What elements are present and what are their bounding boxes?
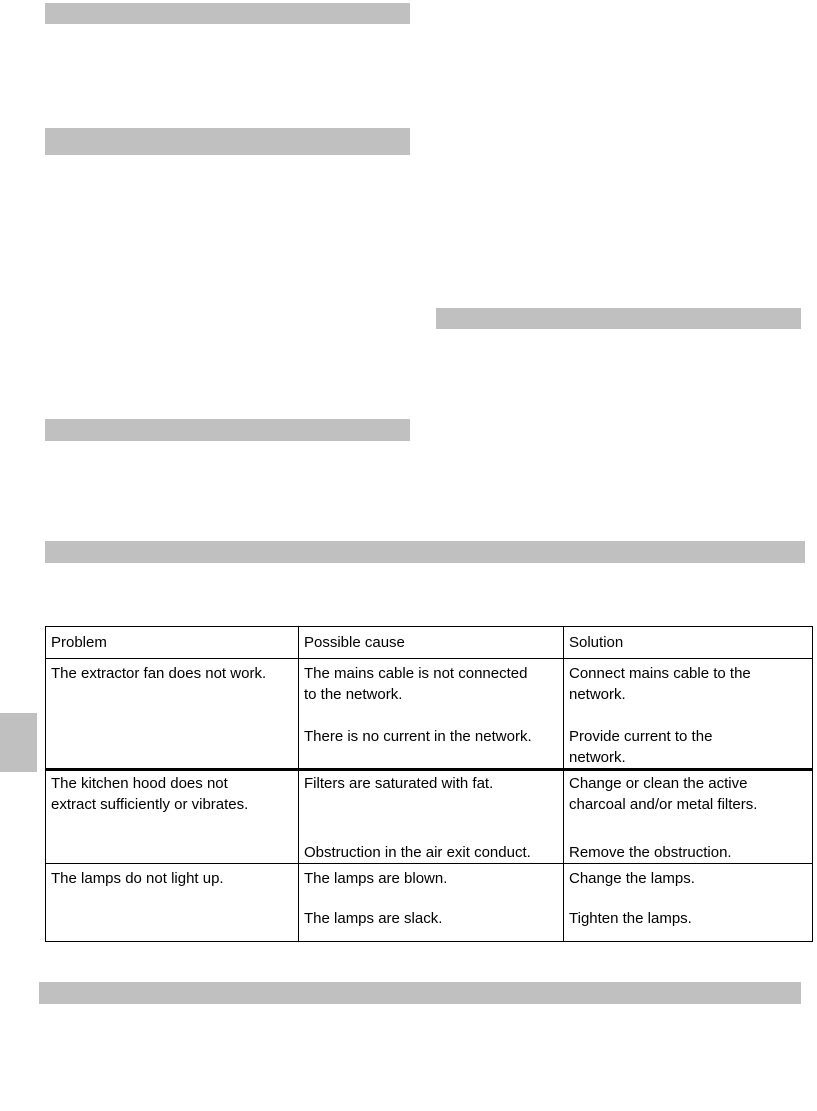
section-bar-5 bbox=[45, 541, 805, 563]
problem-text: extract sufficiently or vibrates. bbox=[51, 796, 249, 813]
section-bar-6 bbox=[39, 982, 801, 1004]
section-bar-3 bbox=[436, 308, 801, 329]
problem-cell bbox=[46, 659, 299, 770]
cause-cell bbox=[299, 770, 564, 864]
troubleshooting-table bbox=[45, 626, 813, 942]
problem-text: The lamps do not light up. bbox=[51, 870, 224, 887]
solution-text: Connect mains cable to the bbox=[569, 665, 751, 682]
cause-text: to the network. bbox=[304, 686, 403, 703]
solution-text: network. bbox=[569, 749, 626, 766]
table-row bbox=[46, 659, 813, 770]
cause-text: The lamps are blown. bbox=[304, 870, 448, 887]
problem-cell bbox=[46, 770, 299, 864]
cause-text: Obstruction in the air exit conduct. bbox=[304, 844, 531, 861]
cause-text: Filters are saturated with fat. bbox=[304, 775, 494, 792]
cause-cell bbox=[299, 864, 564, 942]
solution-text: Provide current to the bbox=[569, 728, 713, 745]
section-bar-1 bbox=[45, 3, 410, 24]
cause-text: The lamps are slack. bbox=[304, 910, 443, 927]
section-bar-2 bbox=[45, 128, 410, 155]
cause-text: There is no current in the network. bbox=[304, 728, 532, 745]
table-row bbox=[46, 864, 813, 942]
problem-text: The extractor fan does not work. bbox=[51, 665, 267, 682]
header-possible-cause: Possible cause bbox=[299, 627, 564, 659]
solution-text: Change or clean the active bbox=[569, 775, 748, 792]
solution-text: network. bbox=[569, 686, 626, 703]
cause-cell bbox=[299, 659, 564, 770]
section-bar-4 bbox=[45, 419, 410, 441]
problem-text: The kitchen hood does not bbox=[51, 775, 228, 792]
solution-text: Remove the obstruction. bbox=[569, 844, 732, 861]
table-row bbox=[46, 770, 813, 864]
solution-cell bbox=[564, 864, 813, 942]
page-side-tab bbox=[0, 713, 37, 772]
cause-text: The mains cable is not connected bbox=[304, 665, 528, 682]
solution-cell bbox=[564, 770, 813, 864]
solution-cell bbox=[564, 659, 813, 770]
solution-text: charcoal and/or metal filters. bbox=[569, 796, 758, 813]
solution-text: Tighten the lamps. bbox=[569, 910, 692, 927]
header-problem: Problem bbox=[46, 627, 299, 659]
header-solution: Solution bbox=[564, 627, 813, 659]
solution-text: Change the lamps. bbox=[569, 870, 695, 887]
table-header-row bbox=[46, 627, 813, 659]
problem-cell bbox=[46, 864, 299, 942]
